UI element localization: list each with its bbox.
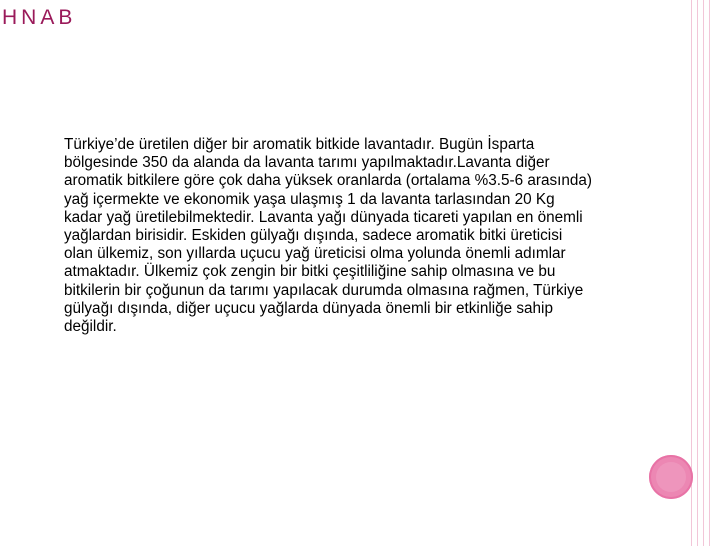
- decorative-vertical-line: [691, 0, 692, 546]
- decorative-circle: [649, 455, 693, 499]
- decorative-vertical-line: [703, 0, 704, 546]
- slide-title: HNAB: [2, 6, 77, 29]
- decorative-vertical-line: [697, 0, 698, 546]
- slide-body-text: Türkiye’de üretilen diğer bir aromatik bitkide lavantadır. Bugün İsparta bölgesinde 350 da alanda da lavanta tarımı yapılmaktadır.Lavanta diğer aromatik bitkilere göre çok daha yüksek oranlarda (ortalama %3.5-6 arasında) yağ içermekte ve ekonomik yaşa ulaşmış 1 da lavanta tarlasından 20 Kg kadar yağ üretilebilmektedir. Lavanta yağı dünyada ticareti yapılan en önemli yağlardan birisidir. Eskiden gülyağı dışında, sadece aromatik bitki üreticisi olan ülkemiz, son yıllarda uçucu yağ üreticisi olma yolunda önemli adımlar atmaktadır. Ülkemiz çok zengin bir bitki çeşitliliğine sahip olmasına ve bu bitkilerin bir çoğunun da tarımı yapılacak durumda olmasına rağmen, Türkiye gülyağı dışında, diğer uçucu yağlarda dünyada önemli bir etkinliğe sahip değildir.: [64, 136, 593, 336]
- decorative-vertical-line: [709, 0, 710, 546]
